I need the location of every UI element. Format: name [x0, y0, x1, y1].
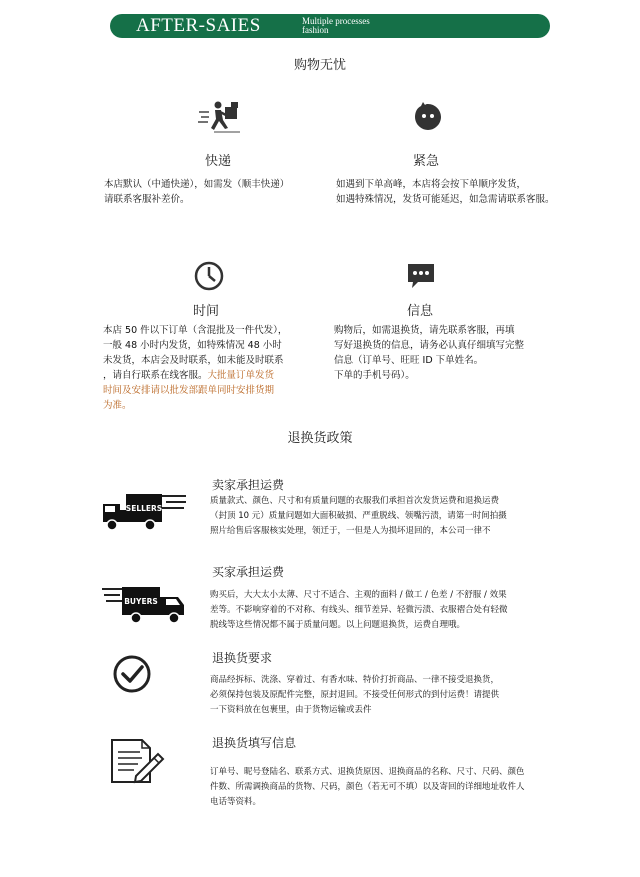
- text-line: 购买后，大大太小太薄、尺寸不适合、主观的面料 / 做工 / 色差 / 不舒服 / 效果: [210, 590, 507, 600]
- text-line: 差等。不影响穿着的不对称、有线头、细节差异、轻微污渍、衣服褶合处有轻微: [210, 605, 508, 615]
- text-line: 本店默认（中通快递），如需发（顺丰快递）: [104, 179, 290, 190]
- highlight-text: 大批量订单发货: [207, 370, 275, 381]
- policy-title-fill-info: 退换货填写信息: [212, 736, 297, 750]
- text-line: 脱线等这些情况都不属于质量问题。以上问题退换货，运费自理哦。: [210, 620, 466, 630]
- highlight-text: 为准。: [103, 400, 132, 411]
- text-line: 必须保持包装及原配件完整，原封退回。不接受任何形式的到付运费！请提供: [210, 690, 500, 700]
- document-pen-icon: [108, 736, 166, 784]
- buyers-truck-icon: [100, 583, 188, 625]
- text-line: 质量款式、颜色、尺寸和有质量问题的衣服我们承担首次发货运费和退换运费: [210, 496, 500, 506]
- text-line: 写好退换货的信息，请务必认真仔细填写完整: [334, 340, 525, 351]
- policy-title-requirements: 退换货要求: [212, 651, 273, 665]
- clock-icon: [193, 260, 225, 292]
- feature-text-time: [103, 323, 287, 413]
- policy-title-buyers: 买家承担运费: [212, 565, 285, 579]
- feature-label-delivery: 快递: [204, 154, 231, 169]
- feature-text-info: [334, 323, 524, 383]
- policy-text-requirements: [210, 673, 550, 718]
- sellers-truck-icon: [100, 490, 188, 532]
- text-line: 信息（订单号、旺旺 ID 下单姓名。: [334, 355, 484, 366]
- banner-subtitle: [302, 17, 370, 35]
- text-line: 商品经拆标、洗涤、穿着过、有香水味、特价打折商品、一律不接受退换货，: [210, 675, 500, 685]
- text-line: 一般 48 小时内发货，如特殊情况 48 小时: [103, 340, 282, 351]
- feature-text-delivery: [104, 177, 289, 207]
- policy-text-fill-info: [210, 765, 550, 810]
- banner-subtitle-line2: fashion: [302, 25, 329, 35]
- text-line: 如遇到下单高峰，本店将会按下单顺序发货，: [336, 179, 527, 190]
- highlight-text: 时间及安排请以批发部跟单同时安排货期: [103, 385, 275, 396]
- text-line: 未发货，本店会及时联系，如未能及时联系: [103, 355, 284, 366]
- banner-subtitle-line1: Multiple processes: [302, 16, 370, 26]
- chat-bubble-icon: [406, 262, 436, 290]
- text-line: ，请自行联系在线客服。大批量订单发货: [103, 370, 275, 381]
- banner-title: AFTER-SAIES: [136, 15, 261, 36]
- text-line: 购物后，如需退换货，请先联系客服，再填: [334, 325, 515, 336]
- check-circle-icon: [112, 654, 152, 694]
- text-line: 请联系客服补差价。: [104, 194, 190, 205]
- text-line: 如遇特殊情况，发货可能延迟，如急需请联系客服。: [336, 194, 555, 205]
- policy-text-buyers: [210, 588, 550, 633]
- truck-label-buyers: BUYERS: [124, 597, 158, 606]
- worry-free-heading: 购物无忧: [293, 58, 346, 73]
- feature-text-urgent: [336, 177, 555, 207]
- after-sales-banner: [110, 14, 550, 38]
- policy-title-sellers: 卖家承担运费: [212, 478, 285, 492]
- text-line: 件数、所需调换商品的货物、尺码，颜色（若无可不填）以及寄回的详细地址收件人: [210, 782, 525, 792]
- text-line: 电话等资料。: [210, 797, 262, 807]
- delivery-runner-icon: [198, 100, 242, 134]
- emoji-face-icon: [412, 101, 444, 133]
- text-line: 订单号、昵号登陆名、联系方式、退换货原因、退换商品的名称、尺寸、尺码、颜色: [210, 767, 525, 777]
- text-line: 本店 50 件以下订单（含混批及一件代发），: [103, 325, 288, 336]
- policy-text-sellers: [210, 494, 550, 539]
- feature-label-info: 信息: [406, 304, 433, 319]
- truck-label-sellers: SELLERS: [125, 504, 163, 513]
- text-line: 照片给售后客服核实处理，领迁于，一但是人为损坏退回的，本公司一律不: [210, 526, 491, 536]
- text-line: 下单的手机号码）。: [334, 370, 415, 381]
- feature-label-time: 时间: [192, 304, 219, 319]
- text-line: 一下资料放在包裹里，由于货物运输或丢件: [210, 705, 372, 715]
- feature-label-urgent: 紧急: [412, 154, 439, 169]
- text-line: （封顶 10 元）质量问题如大面积破损、严重脱线、领嘴污渍，请第一时间拍摄: [210, 511, 507, 521]
- return-policy-heading: 退换货政策: [287, 431, 353, 446]
